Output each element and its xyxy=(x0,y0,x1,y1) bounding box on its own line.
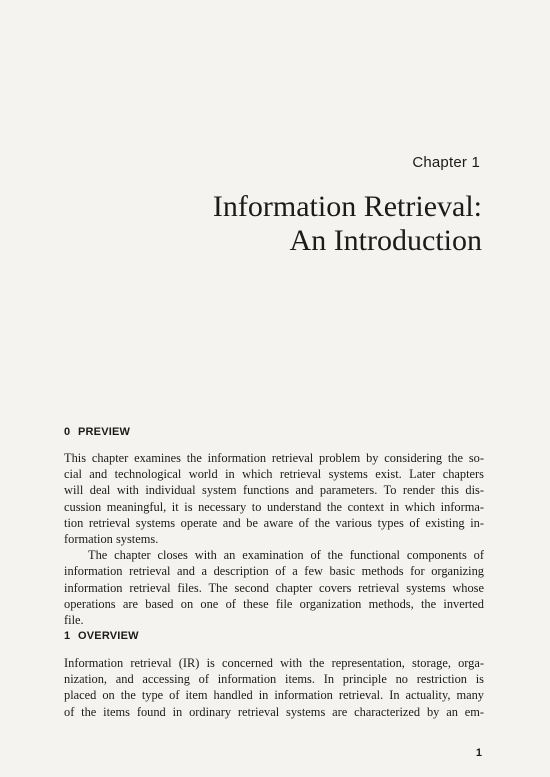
text-line: formation systems. xyxy=(64,532,159,547)
text-line: placed on the type of item handled in information retrieval. In actuality, many xyxy=(64,688,484,703)
chapter-title xyxy=(213,190,482,258)
overview-body xyxy=(64,655,484,720)
preview-body xyxy=(64,450,484,628)
text-line: This chapter examines the information retrieval problem by considering the so- xyxy=(64,451,484,465)
section-heading-preview xyxy=(64,426,130,438)
text-line: will deal with individual system functions and parameters. To render this dis- xyxy=(64,483,484,498)
section-heading-overview xyxy=(64,630,139,642)
text-line: Information retrieval (IR) is concerned with the representation, storage, orga- xyxy=(64,656,484,670)
text-line: tion retrieval systems operate and be aware of the various types of existing in- xyxy=(64,515,484,530)
chapter-title-line-1: Information Retrieval: xyxy=(212,190,482,223)
text-line: information retrieval and a description of a few basic methods for organizing xyxy=(64,564,484,579)
section-number: 1 xyxy=(64,630,71,642)
text-line: The chapter closes with an examination of the functional components of xyxy=(88,548,484,563)
text-line: nization, and accessing of information items. In principle no restriction is xyxy=(64,672,484,687)
chapter-label: Chapter 1 xyxy=(412,154,480,171)
chapter-title-line-2: An Introduction xyxy=(289,224,482,257)
text-line: cial and technological world in which retrieval systems exist. Later chapters xyxy=(64,467,484,482)
text-line: of the items found in ordinary retrieval systems are characterized by an em- xyxy=(64,704,484,719)
section-title: PREVIEW xyxy=(78,426,131,438)
text-line: file. xyxy=(64,613,84,628)
text-line: cussion meaningful, it is necessary to understand the context in which informa- xyxy=(64,499,484,514)
text-line: information retrieval files. The second chapter covers retrieval systems whose xyxy=(64,580,484,595)
page-number: 1 xyxy=(475,747,482,759)
section-number: 0 xyxy=(64,426,71,438)
text-line: operations are based on one of these file organization methods, the inverted xyxy=(64,596,484,611)
section-title: OVERVIEW xyxy=(78,630,139,642)
